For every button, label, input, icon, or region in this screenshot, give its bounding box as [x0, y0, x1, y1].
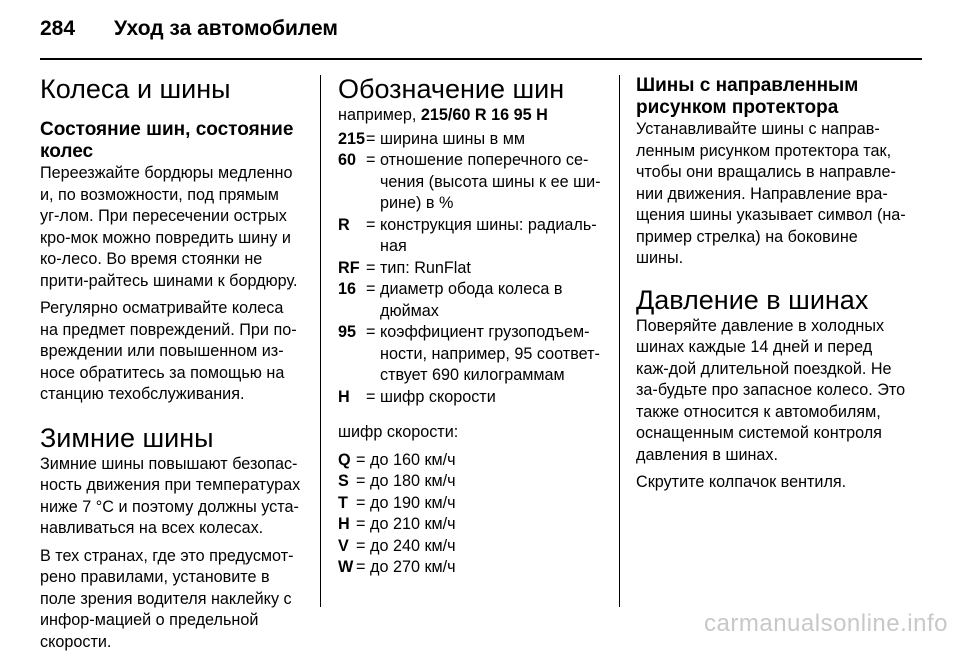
designation-row [338, 279, 606, 322]
designation-row-eq: = [366, 215, 376, 234]
subheading-tire-condition: Состояние шин, состояние колес [40, 119, 294, 162]
speed-row [338, 450, 606, 472]
column-1 [40, 73, 302, 659]
speed-row [338, 536, 606, 558]
designation-row [338, 150, 606, 215]
example-prefix: например, [338, 106, 421, 124]
designation-row [338, 387, 606, 409]
designation-row-eq: = [366, 258, 376, 277]
example-value: 215/60 R 16 95 H [420, 106, 548, 124]
designation-row-desc: ширина шины в мм [380, 129, 525, 148]
speed-row-desc: до 240 км/ч [370, 536, 456, 555]
column-3 [636, 73, 906, 500]
column-2 [338, 73, 606, 579]
designation-row-code: 215 [338, 129, 366, 148]
section-heading-tire-designation: Обозначение шин [338, 74, 565, 104]
speed-row [338, 493, 606, 515]
speed-row-code: S [338, 472, 349, 490]
designation-row-desc: конструкция шины: радиаль-ная [380, 215, 597, 255]
designation-row-code: 16 [338, 280, 357, 298]
designation-row-eq: = [366, 151, 376, 169]
speed-list [338, 450, 606, 579]
speed-row [338, 514, 606, 536]
speed-row-eq: = [356, 515, 366, 533]
designation-row [338, 322, 606, 387]
designation-row-eq: = [366, 387, 376, 406]
paragraph-speed-sticker: В тех странах, где это предусмот-рено правилами, установите в поле зрения водителя наклейку с инфор-мацией о предельной скорости. [40, 546, 294, 651]
section-heading-tire-pressure: Давление в шинах [636, 284, 869, 315]
speed-row-eq: = [356, 472, 366, 490]
designation-row [338, 215, 606, 258]
watermark: carmanualsonline.info [704, 610, 948, 637]
designation-list [338, 129, 606, 409]
speed-row-eq: = [356, 450, 366, 469]
paragraph-curbs: Переезжайте бордюры медленно и, по возможности, под прямым уг-лом. При пересечении острых кро-мок можно повредить шину и ко-лесо. Во время стоянки не прити-райтесь шинами к бордюру. [40, 164, 298, 290]
designation-row [338, 258, 606, 280]
speed-row-code: V [338, 536, 349, 555]
designation-row-code: 60 [338, 151, 357, 169]
paragraph-inspect: Регулярно осматривайте колеса на предмет повреждений. При по-вреждении или повышенном из-носе обратитесь за помощью на станцию техобслуживания. [40, 299, 297, 403]
speed-row-eq: = [356, 536, 366, 555]
designation-row-desc: отношение поперечного се-чения (высота шины к ее ши-рине) в % [380, 151, 601, 212]
header-rule [40, 58, 922, 60]
subheading-directional-tires: Шины с направленным рисунком протектора [636, 75, 859, 118]
designation-row-eq: = [366, 323, 376, 341]
designation-row-desc: тип: RunFlat [380, 258, 471, 277]
page-title: Уход за автомобилем [114, 17, 338, 40]
speed-label: шифр скорости: [338, 423, 459, 441]
speed-row-desc: до 270 км/ч [370, 558, 456, 576]
speed-row [338, 557, 606, 579]
example-line [338, 105, 606, 127]
section-heading-wheels-tires: Колеса и шины [40, 74, 231, 104]
speed-row-eq: = [356, 493, 366, 512]
speed-row-desc: до 160 км/ч [370, 450, 456, 469]
designation-row-eq: = [366, 129, 376, 148]
speed-row-desc: до 190 км/ч [370, 493, 456, 512]
speed-row-code: H [338, 515, 350, 533]
column-divider-right [619, 75, 620, 607]
designation-row-desc: шифр скорости [380, 387, 496, 406]
speed-row-code: T [338, 493, 348, 512]
paragraph-directional: Устанавливайте шины с направ-ленным рисунком протектора так, чтобы они вращались в направле-нии движения. Направление вра-щения шины указывает символ (на-пример стрелка) на боковине шины. [636, 120, 906, 267]
column-divider-left [320, 75, 321, 607]
designation-row-code: RF [338, 258, 360, 277]
designation-row-code: 95 [338, 323, 357, 341]
paragraph-pressure: Поверяйте давление в холодных шинах каждые 14 дней и перед каж-дой длительной поездкой. Не за-будьте про запасное колесо. Это также относится к автомобилям, оснащенным системой контроля давления в шинах. [636, 316, 906, 464]
speed-row-code: Q [338, 450, 351, 469]
speed-row-eq: = [356, 558, 366, 576]
paragraph-valve-cap: Скрутите колпачок вентиля. [636, 473, 847, 491]
designation-row-eq: = [366, 280, 376, 298]
designation-row [338, 129, 606, 151]
section-heading-winter-tires: Зимние шины [40, 422, 214, 453]
speed-row-desc: до 210 км/ч [370, 515, 456, 533]
designation-row-desc: коэффициент грузоподъем-ности, например, 95 соответ-ствует 690 килограммам [380, 323, 600, 384]
page-number: 284 [40, 17, 76, 40]
designation-row-code: H [338, 387, 350, 406]
paragraph-winter: Зимние шины повышают безопас-ность движения при температурах ниже 7 °C и поэтому должны уста-навливаться на всех колесах. [40, 454, 301, 537]
page-header [40, 14, 922, 48]
speed-row [338, 471, 606, 493]
speed-row-desc: до 180 км/ч [370, 472, 456, 490]
designation-row-desc: диаметр обода колеса в дюймах [380, 280, 563, 320]
speed-row-code: W [338, 558, 354, 576]
designation-row-code: R [338, 215, 350, 234]
